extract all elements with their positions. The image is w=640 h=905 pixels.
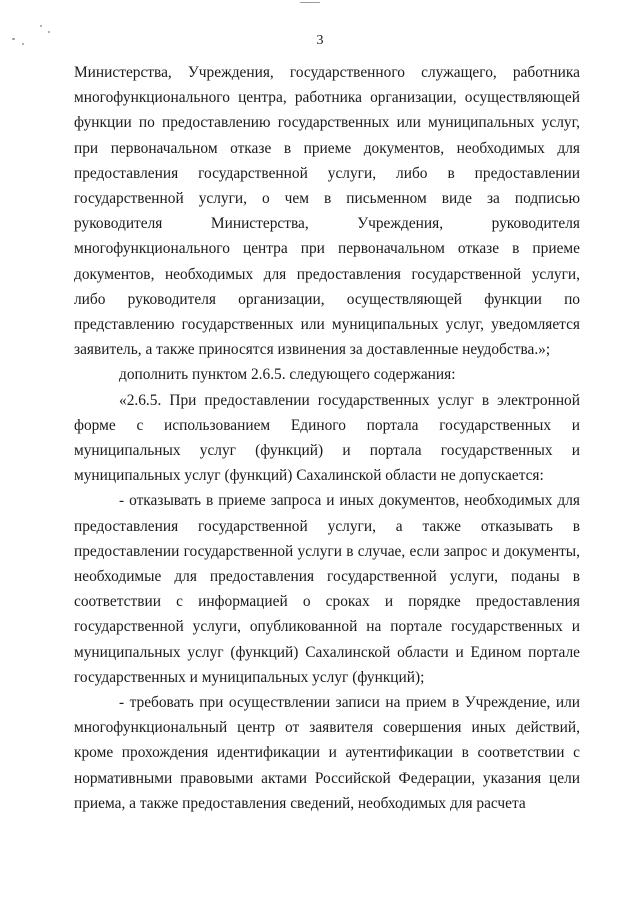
page-number: 3 xyxy=(316,33,324,48)
scan-artifact xyxy=(40,25,42,27)
paragraph-2: дополнить пунктом 2.6.5. следующего содержания: xyxy=(119,366,456,384)
paragraph-3: «2.6.5. При предоставлении государственных услуг в электронной форме с использованием Единого портала государственных и муниципальных услуг (функций) и портала государственных и муниципальных услуг (функций) Сахалинской области не допускается: xyxy=(74,391,580,485)
paragraph-4: - отказывать в приеме запроса и иных документов, необходимых для предоставления государственной услуги, а также отказывать в предоставлении государственной услуги в случае, если запрос и документы, необходимые для предоставления государственной услуги, поданы в соответствии с информацией о сроках и порядке предоставления государственной услуги, опубликованной на портале государственных и муниципальных услуг (функций) Сахалинской области и Едином портале государственных и муниципальных услуг (функций); xyxy=(74,492,580,686)
paragraph-5: - требовать при осуществлении записи на прием в Учреждение, или многофункциональный центр от заявителя совершения иных действий, кроме прохождения идентификации и аутентификации в соответствии с нормативными правовыми актами Российской Федерации, указания цели приема, а также предоставления сведений, необходимых для расчета xyxy=(74,694,580,812)
document-body xyxy=(74,60,580,816)
paragraph-1: Министерства, Учреждения, государственного служащего, работника многофункционального центра, работника организации, осуществляющей функции по предоставлению государственных или муниципальных услуг, при первоначальном отказе в приеме документов, необходимых для предоставления государственной услуги, либо в предоставлении государственной услуги, о чем в письменном виде за подписью руководителя Министерства, Учреждения, руководителя многофункционального центра при первоначальном отказе в приеме документов, необходимых для предоставления государственной услуги, либо руководителя организации, осуществляющей функции по представлению государственных или муниципальных услуг, уведомляется заявитель, а также приносятся извинения за доставленные неудобства.»; xyxy=(74,64,580,359)
scan-artifact xyxy=(300,2,320,3)
